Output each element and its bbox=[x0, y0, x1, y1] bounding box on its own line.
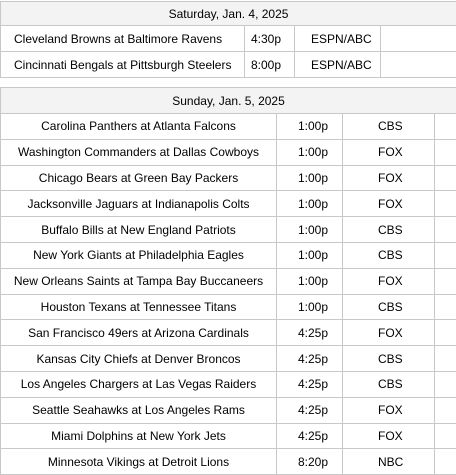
game-network: ESPN/ABC bbox=[295, 52, 381, 78]
saturday-schedule-table bbox=[0, 1, 456, 78]
saturday-heading: Saturday, Jan. 4, 2025 bbox=[1, 2, 456, 26]
empty-cell bbox=[435, 320, 456, 346]
game-time: 4:30p bbox=[245, 26, 295, 52]
table-row bbox=[1, 217, 456, 243]
game-matchup: Carolina Panthers at Atlanta Falcons bbox=[1, 114, 277, 140]
game-time: 1:00p bbox=[277, 114, 343, 140]
table-row bbox=[1, 397, 456, 423]
empty-cell bbox=[435, 371, 456, 397]
table-row bbox=[1, 139, 456, 165]
game-network: FOX bbox=[343, 139, 435, 165]
table-row bbox=[1, 294, 456, 320]
game-matchup: Miami Dolphins at New York Jets bbox=[1, 423, 277, 449]
table-row bbox=[1, 165, 456, 191]
empty-cell bbox=[435, 268, 456, 294]
game-matchup: Los Angeles Chargers at Las Vegas Raiders bbox=[1, 371, 277, 397]
game-network: FOX bbox=[343, 268, 435, 294]
game-matchup: Minnesota Vikings at Detroit Lions bbox=[1, 449, 277, 475]
game-matchup: Chicago Bears at Green Bay Packers bbox=[1, 165, 277, 191]
game-time: 1:00p bbox=[277, 294, 343, 320]
empty-cell bbox=[435, 346, 456, 372]
game-matchup: San Francisco 49ers at Arizona Cardinals bbox=[1, 320, 277, 346]
game-time: 8:00p bbox=[245, 52, 295, 78]
empty-cell bbox=[435, 139, 456, 165]
saturday-header-row bbox=[1, 2, 456, 26]
game-matchup: Houston Texans at Tennessee Titans bbox=[1, 294, 277, 320]
game-matchup: Cincinnati Bengals at Pittsburgh Steelers bbox=[1, 52, 245, 78]
game-network: FOX bbox=[343, 423, 435, 449]
empty-cell bbox=[435, 165, 456, 191]
game-network: CBS bbox=[343, 346, 435, 372]
table-row bbox=[1, 242, 456, 268]
table-row bbox=[1, 371, 456, 397]
empty-cell bbox=[435, 397, 456, 423]
sunday-header-row bbox=[1, 88, 456, 114]
game-network: CBS bbox=[343, 217, 435, 243]
game-matchup: Seattle Seahawks at Los Angeles Rams bbox=[1, 397, 277, 423]
game-network: ESPN/ABC bbox=[295, 26, 381, 52]
game-time: 8:20p bbox=[277, 449, 343, 475]
empty-cell bbox=[435, 294, 456, 320]
game-network: NBC bbox=[343, 449, 435, 475]
table-row bbox=[1, 114, 456, 140]
game-time: 1:00p bbox=[277, 191, 343, 217]
game-matchup: New York Giants at Philadelphia Eagles bbox=[1, 242, 277, 268]
game-network: FOX bbox=[343, 397, 435, 423]
empty-cell bbox=[435, 423, 456, 449]
game-matchup: Buffalo Bills at New England Patriots bbox=[1, 217, 277, 243]
table-row bbox=[1, 52, 456, 78]
empty-cell bbox=[435, 449, 456, 475]
empty-cell bbox=[381, 26, 456, 52]
game-time: 4:25p bbox=[277, 423, 343, 449]
game-network: CBS bbox=[343, 114, 435, 140]
game-time: 1:00p bbox=[277, 268, 343, 294]
game-matchup: Cleveland Browns at Baltimore Ravens bbox=[1, 26, 245, 52]
table-row bbox=[1, 26, 456, 52]
game-time: 1:00p bbox=[277, 217, 343, 243]
sunday-heading: Sunday, Jan. 5, 2025 bbox=[1, 88, 456, 114]
table-row bbox=[1, 423, 456, 449]
empty-cell bbox=[435, 114, 456, 140]
game-time: 1:00p bbox=[277, 165, 343, 191]
table-row bbox=[1, 320, 456, 346]
game-time: 1:00p bbox=[277, 139, 343, 165]
empty-cell bbox=[435, 191, 456, 217]
game-network: FOX bbox=[343, 191, 435, 217]
game-time: 4:25p bbox=[277, 397, 343, 423]
game-matchup: New Orleans Saints at Tampa Bay Buccaneers bbox=[1, 268, 277, 294]
table-row bbox=[1, 346, 456, 372]
table-row bbox=[1, 268, 456, 294]
game-time: 4:25p bbox=[277, 371, 343, 397]
game-network: FOX bbox=[343, 165, 435, 191]
game-network: CBS bbox=[343, 242, 435, 268]
game-network: CBS bbox=[343, 371, 435, 397]
game-time: 1:00p bbox=[277, 242, 343, 268]
table-row bbox=[1, 449, 456, 475]
empty-cell bbox=[435, 242, 456, 268]
table-row bbox=[1, 191, 456, 217]
sunday-schedule-table bbox=[0, 87, 456, 475]
game-time: 4:25p bbox=[277, 346, 343, 372]
game-network: FOX bbox=[343, 320, 435, 346]
game-matchup: Jacksonville Jaguars at Indianapolis Colts bbox=[1, 191, 277, 217]
empty-cell bbox=[435, 217, 456, 243]
empty-cell bbox=[381, 52, 456, 78]
game-time: 4:25p bbox=[277, 320, 343, 346]
game-matchup: Washington Commanders at Dallas Cowboys bbox=[1, 139, 277, 165]
game-matchup: Kansas City Chiefs at Denver Broncos bbox=[1, 346, 277, 372]
game-network: CBS bbox=[343, 294, 435, 320]
